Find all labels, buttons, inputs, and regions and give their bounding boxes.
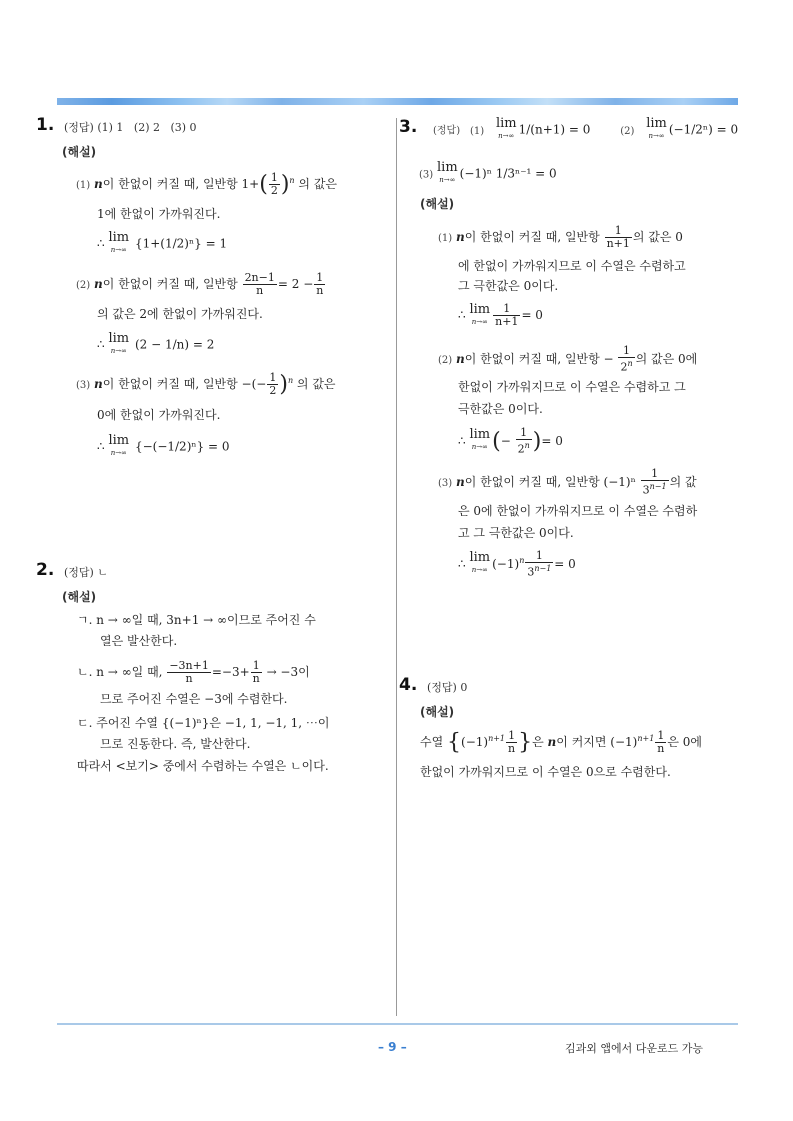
q4-answer: (정답) 0 <box>427 681 468 694</box>
q2-item-b-line2: 므로 주어진 수열은 −3에 수렴한다. <box>100 692 288 706</box>
q3-p3-line1: (3) n이 한없이 커질 때, 일반항 (−1)ⁿ $\frac{1}{3^{n-1}}$ 의 값 <box>438 467 697 497</box>
question-4-number: 4. <box>399 675 418 695</box>
q1-p1-index: (1) <box>76 180 91 191</box>
q4-explanation-heading: (해설) <box>420 705 455 719</box>
q1-p2-line1: (2) n이 한없이 커질 때, 일반항 $\frac{2n-1}{n}$ = 2 − $\frac{1}{n}$ <box>76 271 324 297</box>
q1-explanation-heading: (해설) <box>62 145 97 159</box>
q3-p2-line1: (2) n이 한없이 커질 때, 일반항 − $\frac{1}{2^n}$ 의 값은 0에 <box>438 344 698 374</box>
page-number: – 9 – <box>378 1040 407 1054</box>
header-decorative-bar <box>57 98 738 105</box>
q4-line2: 한없이 가까워지므로 이 수열은 0으로 수렴한다. <box>420 765 671 779</box>
question-1-number: 1. <box>36 115 55 135</box>
q1-p3-result: ∴ lim n→∞ {−(−1/2)ⁿ} = 0 <box>97 433 230 457</box>
column-divider <box>396 118 397 1016</box>
q1-p1-text: 이 한없이 커질 때, 일반항 1+ <box>102 177 260 191</box>
q3-p1-line3: 그 극한값은 0이다. <box>458 279 559 293</box>
q1-p3-line2: 0에 한없이 가까워진다. <box>97 408 221 422</box>
q3-p3-line3: 고 그 극한값은 0이다. <box>458 526 574 540</box>
q2-answer: (정답) ㄴ <box>64 566 108 579</box>
answer-label: (정답) <box>64 121 94 134</box>
footer-divider <box>57 1023 738 1025</box>
q3-p1-line2: 에 한없이 가까워지므로 이 수열은 수렴하고 <box>458 259 686 273</box>
q3-p1-line1: (1) n이 한없이 커질 때, 일반항 $\frac{1}{n+1}$ 의 값은 0 <box>438 224 683 250</box>
q3-p3-result: ∴ lim n→∞ $(-1)^n$ $\frac{1}{3^{n-1}}$ = 0 <box>458 549 576 579</box>
q1-p1-result: ∴ lim n→∞ {1+(1/2)ⁿ} = 1 <box>97 230 228 254</box>
q3-p1-result: ∴ lim n→∞ $\frac{1}{n+1}$ = 0 <box>458 301 543 328</box>
q1-answer-values: (1) 1 (2) 2 (3) 0 <box>97 121 197 134</box>
q1-p2-line2: 의 값은 2에 한없이 가까워진다. <box>97 307 263 321</box>
q1-p2-result: ∴ lim n→∞ (2 − 1/n) = 2 <box>97 331 215 355</box>
q3-p2-line2: 한없이 가까워지므로 이 수열은 수렴하고 그 <box>458 380 686 394</box>
q3-p2-line3: 극한값은 0이다. <box>458 402 543 416</box>
q2-item-c-line2: 므로 진동한다. 즉, 발산한다. <box>100 737 251 751</box>
footer-download-note: 김과외 앱에서 다운로드 가능 <box>565 1042 704 1055</box>
q1-p1-text-post: 의 값은 <box>298 177 337 191</box>
q2-conclusion: 따라서 <보기> 중에서 수렴하는 수열은 ㄴ이다. <box>77 759 329 773</box>
question-2-number: 2. <box>36 560 55 580</box>
q4-line1: 수열 {$(-1)^{n+1}$ $\frac{1}{n}$ }은 n이 커지면 $(-1)^{n+1}$ $\frac{1}{n}$ 은 0에 <box>420 729 703 755</box>
q3-answer-row2: (3) lim n→∞ (−1)ⁿ 1/3ⁿ⁻¹ = 0 <box>419 160 557 184</box>
q3-p3-line2: 은 0에 한없이 가까워지므로 이 수열은 수렴하 <box>458 504 698 518</box>
q2-explanation-heading: (해설) <box>62 590 97 604</box>
q3-explanation-heading: (해설) <box>420 197 455 211</box>
q1-p1-line1: (1) n이 한없이 커질 때, 일반항 1+( $\frac{1}{2}$ )$^n$ 의 값은 <box>76 171 337 197</box>
q1-p1-line2: 1에 한없이 가까워진다. <box>97 207 221 221</box>
q3-answer-row1: (정답) (1) lim n→∞ 1/(n+1) = 0 (2) lim n→∞ (−1/2ⁿ) = 0 <box>433 116 739 140</box>
q1-p3-line1: (3) n이 한없이 커질 때, 일반항 −(− $\frac{1}{2}$ )$^n$ 의 값은 <box>76 371 336 397</box>
q2-item-a-line1: ㄱ. n → ∞일 때, 3n+1 → ∞이므로 주어진 수 <box>77 613 316 627</box>
q1-answer <box>64 119 197 135</box>
question-3-number: 3. <box>399 117 418 137</box>
q3-p2-result: ∴ lim n→∞ (− $\frac{1}{2^n}$ )= 0 <box>458 426 563 456</box>
q2-item-b-line1: ㄴ. n → ∞일 때, $\frac{-3n+1}{n}$ =−3+ $\frac{1}{n}$ → −3이 <box>77 659 310 685</box>
q2-item-a-line2: 열은 발산한다. <box>100 634 178 648</box>
q2-item-c-line1: ㄷ. 주어진 수열 {(−1)ⁿ}은 −1, 1, −1, 1, ⋯이 <box>77 716 330 730</box>
